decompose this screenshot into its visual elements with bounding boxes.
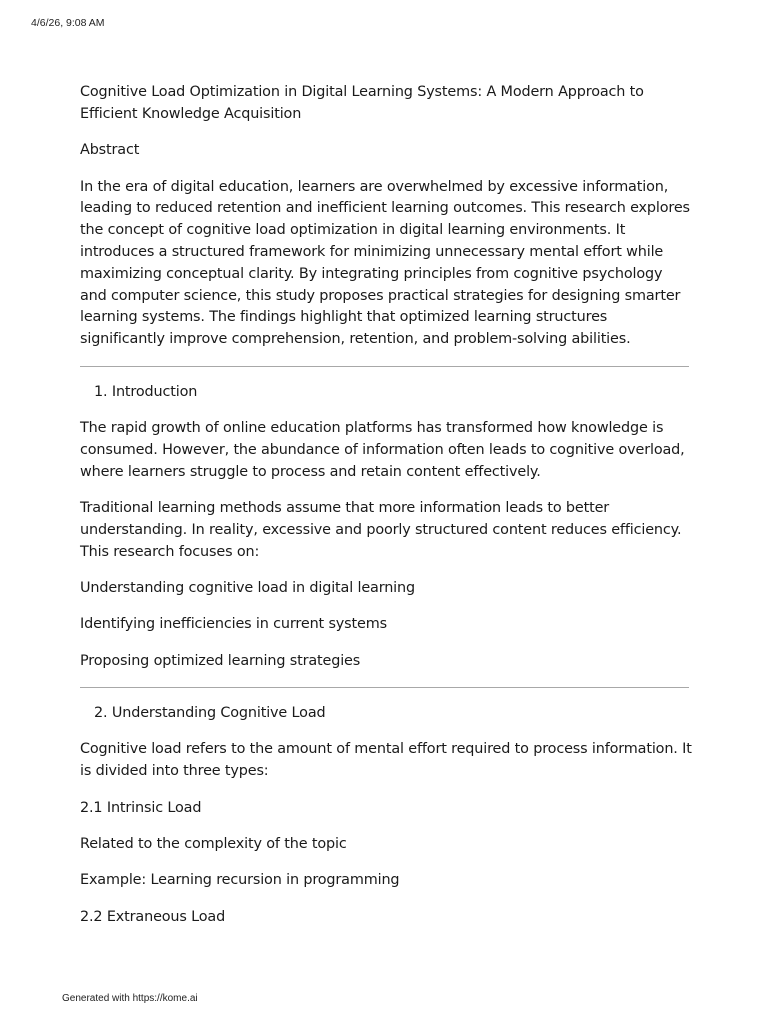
introduction-paragraph: Traditional learning methods assume that more information leads to better understanding. In reality, excessive and poorly structured content reduces efficiency. This research focuses on: xyxy=(80,499,682,560)
intrinsic-description: Related to the complexity of the topic xyxy=(80,836,347,853)
document-body xyxy=(80,82,692,943)
section-heading-cognitive-load: 2. Understanding Cognitive Load xyxy=(94,705,326,722)
document-title: Cognitive Load Optimization in Digital Learning Systems: A Modern Approach to Efficient Knowledge Acquisition xyxy=(80,84,644,122)
focus-list-item: Proposing optimized learning strategies xyxy=(80,652,361,669)
introduction-paragraph: The rapid growth of online education platforms has transformed how knowledge is consumed. However, the abundance of information often leads to cognitive overload, where learners struggle to process and retain content effectively. xyxy=(80,419,685,480)
section-divider xyxy=(80,366,689,367)
focus-list-item: Understanding cognitive load in digital learning xyxy=(80,579,415,596)
intrinsic-example: Example: Learning recursion in programming xyxy=(80,872,400,889)
subsection-heading-extraneous: 2.2 Extraneous Load xyxy=(80,908,226,925)
cognitive-load-paragraph: Cognitive load refers to the amount of mental effort required to process information. It is divided into three types: xyxy=(80,741,692,780)
abstract-text: In the era of digital education, learners are overwhelmed by excessive information, leading to reduced retention and inefficient learning outcomes. This research explores the concept of cognitive load optimization in digital learning environments. It introduces a structured framework for minimizing unnecessary mental effort while maximizing conceptual clarity. By integrating principles from cognitive psychology and computer science, this study proposes practical strategies for designing smarter learning systems. The findings highlight that optimized learning structures significantly improve comprehension, retention, and problem-solving abilities. xyxy=(80,178,690,348)
section-divider xyxy=(80,687,689,688)
section-heading-introduction: 1. Introduction xyxy=(94,383,198,400)
abstract-heading: Abstract xyxy=(80,142,140,159)
print-header-datetime: 4/6/26, 9:08 AM xyxy=(31,17,105,29)
print-footer-generated: Generated with https://kome.ai xyxy=(62,993,198,1004)
focus-list-item: Identifying inefficiencies in current systems xyxy=(80,616,387,633)
subsection-heading-intrinsic: 2.1 Intrinsic Load xyxy=(80,799,202,816)
